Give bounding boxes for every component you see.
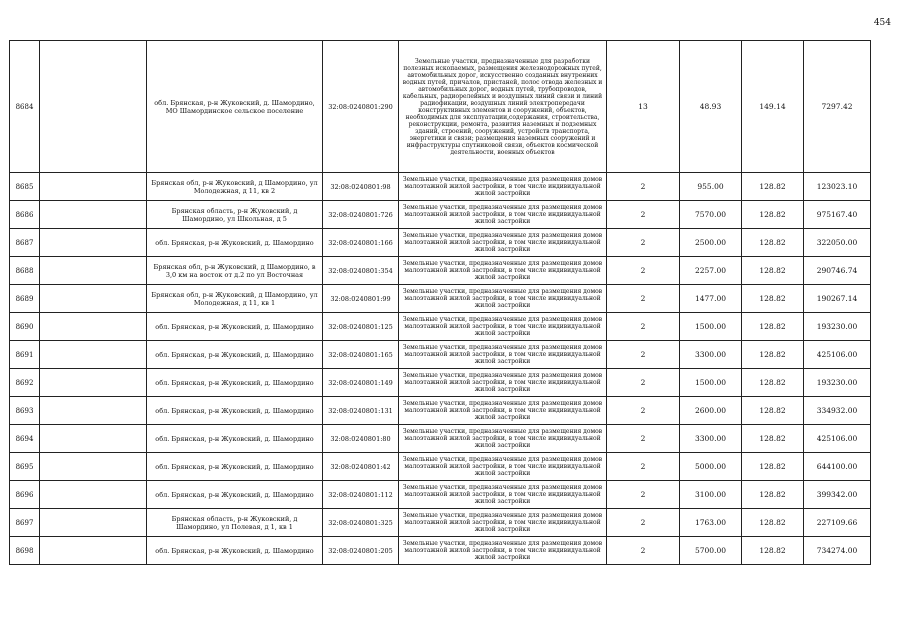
specific-value-cell: 128.82 <box>742 397 804 425</box>
cadastral-value-cell: 193230.00 <box>804 313 871 341</box>
cadastral-number-cell: 32:08:0240801:166 <box>323 229 399 257</box>
table-row <box>10 173 871 201</box>
permitted-use-cell: Земельные участки, предназначенные для разработки полезных ископаемых, размещения железнодорожных путей, автомобильных дорог, искусственно созданных внутренних водных путей, причалов, пристаней, полос отвода железных и автомобильных дорог, водных путей, трубопроводов, кабельных, радиорелейных и воздушных линий связи и линий радиофикации, воздушных линий электропередачи конструктивных элементов и сооружений, объектов, необходимых для эксплуатации,содержания, строительства, реконструкции, ремонта, развития наземных и подземных зданий, строений, сооружений, устройств транспорта, энергетики и связи; размещения наземных сооружений и инфраструктуры спутниковой связи, объектов космической деятельности, военных объектов <box>399 41 607 173</box>
address-cell: обл. Брянская, р-н Жуковский, д. Шамордино <box>147 425 323 453</box>
permitted-use-cell: Земельные участки, предназначенные для размещения домов малоэтажной жилой застройки, в том числе индивидуальной жилой застройки <box>399 341 607 369</box>
permitted-use-cell: Земельные участки, предназначенные для размещения домов малоэтажной жилой застройки, в том числе индивидуальной жилой застройки <box>399 257 607 285</box>
empty-cell <box>40 341 147 369</box>
empty-cell <box>40 285 147 313</box>
use-group-cell: 2 <box>607 201 680 229</box>
cadastral-number-cell: 32:08:0240801:726 <box>323 201 399 229</box>
table-row <box>10 229 871 257</box>
record-number-cell: 8691 <box>10 341 40 369</box>
empty-cell <box>40 481 147 509</box>
empty-cell <box>40 41 147 173</box>
area-cell: 5700.00 <box>680 537 742 565</box>
area-cell: 955.00 <box>680 173 742 201</box>
area-cell: 2600.00 <box>680 397 742 425</box>
record-number-cell: 8689 <box>10 285 40 313</box>
table-row <box>10 369 871 397</box>
land-registry-table <box>9 40 871 565</box>
permitted-use-cell: Земельные участки, предназначенные для размещения домов малоэтажной жилой застройки, в том числе индивидуальной жилой застройки <box>399 285 607 313</box>
cadastral-value-cell: 227109.66 <box>804 509 871 537</box>
address-cell: обл. Брянская, р-н Жуковский, д. Шамордино, МО Шамординское сельское поселение <box>147 41 323 173</box>
cadastral-value-cell: 975167.40 <box>804 201 871 229</box>
use-group-cell: 13 <box>607 41 680 173</box>
specific-value-cell: 128.82 <box>742 173 804 201</box>
use-group-cell: 2 <box>607 453 680 481</box>
permitted-use-cell: Земельные участки, предназначенные для размещения домов малоэтажной жилой застройки, в том числе индивидуальной жилой застройки <box>399 201 607 229</box>
record-number-cell: 8687 <box>10 229 40 257</box>
cadastral-value-cell: 425106.00 <box>804 341 871 369</box>
table-row <box>10 201 871 229</box>
cadastral-number-cell: 32:08:0240801:125 <box>323 313 399 341</box>
table-body <box>10 41 871 565</box>
permitted-use-cell: Земельные участки, предназначенные для размещения домов малоэтажной жилой застройки, в том числе индивидуальной жилой застройки <box>399 369 607 397</box>
area-cell: 3300.00 <box>680 425 742 453</box>
table-row <box>10 537 871 565</box>
empty-cell <box>40 425 147 453</box>
empty-cell <box>40 257 147 285</box>
use-group-cell: 2 <box>607 425 680 453</box>
empty-cell <box>40 537 147 565</box>
use-group-cell: 2 <box>607 537 680 565</box>
table-row <box>10 285 871 313</box>
address-cell: обл. Брянская, р-н Жуковский, д. Шамордино <box>147 229 323 257</box>
address-cell: обл. Брянская, р-н Жуковский, д. Шамордино <box>147 537 323 565</box>
table-row <box>10 425 871 453</box>
area-cell: 7570.00 <box>680 201 742 229</box>
cadastral-number-cell: 32:08:0240801:112 <box>323 481 399 509</box>
record-number-cell: 8688 <box>10 257 40 285</box>
permitted-use-cell: Земельные участки, предназначенные для размещения домов малоэтажной жилой застройки, в том числе индивидуальной жилой застройки <box>399 397 607 425</box>
use-group-cell: 2 <box>607 313 680 341</box>
use-group-cell: 2 <box>607 285 680 313</box>
record-number-cell: 8692 <box>10 369 40 397</box>
permitted-use-cell: Земельные участки, предназначенные для размещения домов малоэтажной жилой застройки, в том числе индивидуальной жилой застройки <box>399 229 607 257</box>
permitted-use-cell: Земельные участки, предназначенные для размещения домов малоэтажной жилой застройки, в том числе индивидуальной жилой застройки <box>399 509 607 537</box>
specific-value-cell: 128.82 <box>742 201 804 229</box>
table-row <box>10 481 871 509</box>
area-cell: 48.93 <box>680 41 742 173</box>
use-group-cell: 2 <box>607 397 680 425</box>
permitted-use-cell: Земельные участки, предназначенные для размещения домов малоэтажной жилой застройки, в том числе индивидуальной жилой застройки <box>399 313 607 341</box>
address-cell: обл. Брянская, р-н Жуковский, д. Шамордино <box>147 481 323 509</box>
record-number-cell: 8684 <box>10 41 40 173</box>
specific-value-cell: 128.82 <box>742 313 804 341</box>
record-number-cell: 8690 <box>10 313 40 341</box>
table-row <box>10 41 871 173</box>
cadastral-number-cell: 32:08:0240801:80 <box>323 425 399 453</box>
use-group-cell: 2 <box>607 173 680 201</box>
table-row <box>10 397 871 425</box>
area-cell: 2257.00 <box>680 257 742 285</box>
record-number-cell: 8696 <box>10 481 40 509</box>
specific-value-cell: 128.82 <box>742 229 804 257</box>
specific-value-cell: 128.82 <box>742 285 804 313</box>
permitted-use-cell: Земельные участки, предназначенные для размещения домов малоэтажной жилой застройки, в том числе индивидуальной жилой застройки <box>399 425 607 453</box>
cadastral-value-cell: 734274.00 <box>804 537 871 565</box>
empty-cell <box>40 313 147 341</box>
permitted-use-cell: Земельные участки, предназначенные для размещения домов малоэтажной жилой застройки, в том числе индивидуальной жилой застройки <box>399 453 607 481</box>
area-cell: 1500.00 <box>680 313 742 341</box>
area-cell: 1477.00 <box>680 285 742 313</box>
table-row <box>10 509 871 537</box>
address-cell: Брянская обл, р-н Жуковский, д Шамордино, в 3,0 км на восток от д.2 по ул Восточная <box>147 257 323 285</box>
cadastral-number-cell: 32:08:0240801:99 <box>323 285 399 313</box>
table-row <box>10 453 871 481</box>
record-number-cell: 8685 <box>10 173 40 201</box>
specific-value-cell: 128.82 <box>742 369 804 397</box>
cadastral-number-cell: 32:08:0240801:354 <box>323 257 399 285</box>
cadastral-number-cell: 32:08:0240801:42 <box>323 453 399 481</box>
cadastral-value-cell: 123023.10 <box>804 173 871 201</box>
specific-value-cell: 128.82 <box>742 481 804 509</box>
empty-cell <box>40 453 147 481</box>
use-group-cell: 2 <box>607 509 680 537</box>
cadastral-value-cell: 334932.00 <box>804 397 871 425</box>
cadastral-value-cell: 290746.74 <box>804 257 871 285</box>
cadastral-value-cell: 7297.42 <box>804 41 871 173</box>
use-group-cell: 2 <box>607 481 680 509</box>
record-number-cell: 8698 <box>10 537 40 565</box>
empty-cell <box>40 229 147 257</box>
record-number-cell: 8686 <box>10 201 40 229</box>
address-cell: Брянская область, р-н Жуковский, д Шамордино, ул Полевая, д 1, кв 1 <box>147 509 323 537</box>
cadastral-value-cell: 193230.00 <box>804 369 871 397</box>
cadastral-number-cell: 32:08:0240801:205 <box>323 537 399 565</box>
area-cell: 3100.00 <box>680 481 742 509</box>
cadastral-number-cell: 32:08:0240801:290 <box>323 41 399 173</box>
cadastral-number-cell: 32:08:0240801:165 <box>323 341 399 369</box>
cadastral-value-cell: 399342.00 <box>804 481 871 509</box>
use-group-cell: 2 <box>607 229 680 257</box>
cadastral-number-cell: 32:08:0240801:325 <box>323 509 399 537</box>
empty-cell <box>40 397 147 425</box>
cadastral-value-cell: 190267.14 <box>804 285 871 313</box>
address-cell: обл. Брянская, р-н Жуковский, д. Шамордино <box>147 453 323 481</box>
use-group-cell: 2 <box>607 341 680 369</box>
specific-value-cell: 128.82 <box>742 453 804 481</box>
specific-value-cell: 128.82 <box>742 341 804 369</box>
area-cell: 1500.00 <box>680 369 742 397</box>
address-cell: Брянская область, р-н Жуковский, д Шамордино, ул Школьная, д 5 <box>147 201 323 229</box>
address-cell: Брянская обл, р-н Жуковский, д Шамордино, ул Молодежная, д 11, кв 2 <box>147 173 323 201</box>
specific-value-cell: 128.82 <box>742 537 804 565</box>
record-number-cell: 8694 <box>10 425 40 453</box>
address-cell: Брянская обл, р-н Жуковский, д Шамордино, ул Молодежная, д 11, кв 1 <box>147 285 323 313</box>
record-number-cell: 8693 <box>10 397 40 425</box>
use-group-cell: 2 <box>607 257 680 285</box>
cadastral-value-cell: 322050.00 <box>804 229 871 257</box>
empty-cell <box>40 201 147 229</box>
specific-value-cell: 128.82 <box>742 509 804 537</box>
use-group-cell: 2 <box>607 369 680 397</box>
record-number-cell: 8695 <box>10 453 40 481</box>
cadastral-number-cell: 32:08:0240801:98 <box>323 173 399 201</box>
empty-cell <box>40 369 147 397</box>
permitted-use-cell: Земельные участки, предназначенные для размещения домов малоэтажной жилой застройки, в том числе индивидуальной жилой застройки <box>399 537 607 565</box>
area-cell: 1763.00 <box>680 509 742 537</box>
table-row <box>10 313 871 341</box>
permitted-use-cell: Земельные участки, предназначенные для размещения домов малоэтажной жилой застройки, в том числе индивидуальной жилой застройки <box>399 481 607 509</box>
address-cell: обл. Брянская, р-н Жуковский, д. Шамордино <box>147 341 323 369</box>
area-cell: 2500.00 <box>680 229 742 257</box>
empty-cell <box>40 509 147 537</box>
area-cell: 3300.00 <box>680 341 742 369</box>
cadastral-value-cell: 425106.00 <box>804 425 871 453</box>
specific-value-cell: 128.82 <box>742 425 804 453</box>
page-number: 454 <box>873 18 891 28</box>
cadastral-value-cell: 644100.00 <box>804 453 871 481</box>
area-cell: 5000.00 <box>680 453 742 481</box>
table-row <box>10 257 871 285</box>
permitted-use-cell: Земельные участки, предназначенные для размещения домов малоэтажной жилой застройки, в том числе индивидуальной жилой застройки <box>399 173 607 201</box>
empty-cell <box>40 173 147 201</box>
specific-value-cell: 128.82 <box>742 257 804 285</box>
cadastral-number-cell: 32:08:0240801:149 <box>323 369 399 397</box>
specific-value-cell: 149.14 <box>742 41 804 173</box>
address-cell: обл. Брянская, р-н Жуковский, д. Шамордино <box>147 313 323 341</box>
address-cell: обл. Брянская, р-н Жуковский, д. Шамордино <box>147 397 323 425</box>
record-number-cell: 8697 <box>10 509 40 537</box>
table-row <box>10 341 871 369</box>
address-cell: обл. Брянская, р-н Жуковский, д. Шамордино <box>147 369 323 397</box>
cadastral-number-cell: 32:08:0240801:131 <box>323 397 399 425</box>
